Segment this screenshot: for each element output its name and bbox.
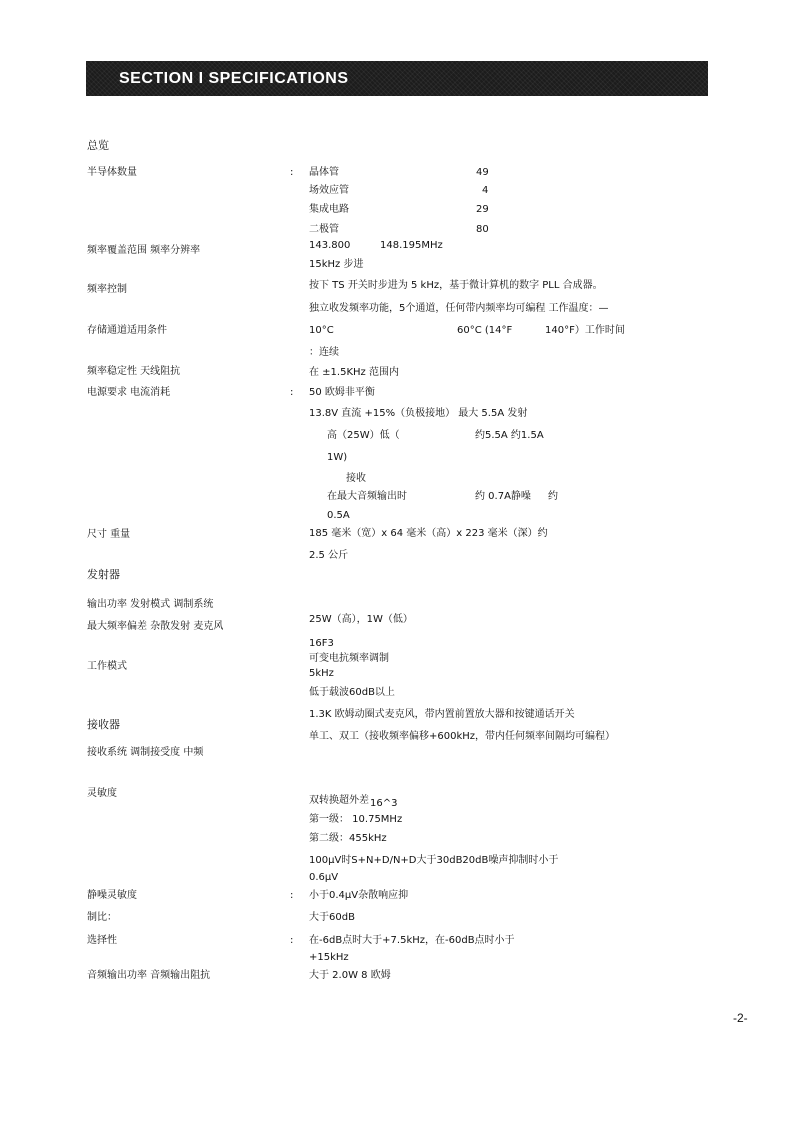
ratio-label: 制比： xyxy=(87,912,117,923)
freq-high: 148.195MHz xyxy=(380,240,443,251)
transistor-label: 晶体管 xyxy=(309,167,339,178)
if2-value: 第二级：455kHz xyxy=(309,833,387,844)
tx-current: 约5.5A 约1.5A xyxy=(475,430,544,441)
overview-heading: 总览 xyxy=(87,139,109,152)
antenna-value: 50 欧姆非平衡 xyxy=(309,387,375,398)
output-label: 输出功率 发射模式 调制系统 xyxy=(87,599,214,610)
audio-value: 大于 2.0W 8 欧姆 xyxy=(309,970,391,981)
ic-count: 29 xyxy=(476,204,489,215)
fet-label: 场效应管 xyxy=(309,185,349,196)
rx-squelch-current: 0.5A xyxy=(327,510,350,521)
deviation-value: 5kHz xyxy=(309,668,334,679)
squelch-label: 静噪灵敏度 xyxy=(87,890,137,901)
temp-f: 140°F）工作时间 xyxy=(545,325,625,336)
power-value: 25W（高），1W（低） xyxy=(309,614,413,625)
tx-1w: 1W) xyxy=(327,452,348,463)
diode-count: 80 xyxy=(476,224,489,235)
transistor-count: 49 xyxy=(476,167,489,178)
rx-label: 接收 xyxy=(346,473,366,484)
audio-label: 音频输出功率 音频输出阻抗 xyxy=(87,970,211,981)
colon: : xyxy=(290,935,294,946)
colon: : xyxy=(290,890,294,901)
tx-high-low: 高（25W）低（ xyxy=(327,430,400,441)
fet-count: 4 xyxy=(482,185,489,196)
dimensions-label: 尺寸 重量 xyxy=(87,529,131,540)
work-mode-label: 工作模式 xyxy=(87,661,127,672)
section-banner xyxy=(86,61,708,96)
freq-low: 143.800 xyxy=(309,240,351,251)
ic-label: 集成电路 xyxy=(309,204,349,215)
squelch-value: 小于0.4μV杂散响应抑 xyxy=(309,890,409,901)
receiver-heading: 接收器 xyxy=(87,718,120,731)
colon: : xyxy=(290,387,294,398)
section-title: SECTION I SPECIFICATIONS xyxy=(119,70,349,87)
selectivity-value-2: +15kHz xyxy=(309,952,349,963)
stability-label: 频率稳定性 天线阻抗 xyxy=(87,366,181,377)
rx-system-label: 接收系统 调制接受度 中频 xyxy=(87,747,204,758)
sensitivity-label: 灵敏度 xyxy=(87,788,117,799)
stability-value: 在 ±1.5KHz 范围内 xyxy=(309,367,399,378)
control-text-2: 独立收发频率功能，5个通道，任何带内频率均可编程 工作温度：— xyxy=(309,303,609,314)
temp-low: 10°C xyxy=(309,325,334,336)
mode-value: 16F3 xyxy=(309,638,334,649)
sensitivity-value: 100μV时S+N+D/N+D大于30dB20dB噪声抑制时小于 xyxy=(309,855,559,866)
rx-approx: 约 xyxy=(548,491,558,502)
selectivity-value: 在-6dB点时大于+7.5kHz，在-60dB点时小于 xyxy=(309,935,515,946)
weight-value: 2.5 公斤 xyxy=(309,550,349,561)
spurious-value: 低于载波60dB以上 xyxy=(309,687,395,698)
semiconductors-label: 半导体数量 xyxy=(87,167,137,178)
duplex-value: 单工、双工（接收频率偏移+600kHz，带内任何频率间隔均可编程） xyxy=(309,731,616,742)
storage-label: 存储通道适用条件 xyxy=(87,325,167,336)
control-label: 频率控制 xyxy=(87,284,127,295)
transmitter-heading: 发射器 xyxy=(87,568,120,581)
temp-high: 60°C (14°F xyxy=(457,325,513,336)
colon: : xyxy=(290,167,294,178)
selectivity-label: 选择性 xyxy=(87,935,117,946)
modulation-value: 可变电抗频率调制 xyxy=(309,653,389,664)
rx-current: 约 0.7A静噪 xyxy=(475,491,531,502)
rx-system-value: 双转换超外差 xyxy=(309,795,369,806)
if1-value: 第一级： 10.75MHz xyxy=(309,814,403,825)
freq-step: 15kHz 步进 xyxy=(309,259,364,270)
rx-max-audio: 在最大音频输出时 xyxy=(327,491,407,502)
mic-value: 1.3K 欧姆动圈式麦克风，带内置前置放大器和按键通话开关 xyxy=(309,709,575,720)
ratio-value: 大于60dB xyxy=(309,912,355,923)
deviation-label: 最大频率偏差 杂散发射 麦克风 xyxy=(87,621,224,632)
power-label: 电源要求 电流消耗 xyxy=(87,387,171,398)
rx-system-suffix: 16^3 xyxy=(370,798,398,809)
freq-label: 频率覆盖范围 频率分辨率 xyxy=(87,245,201,256)
supply-value: 13.8V 直流 +15%（负极接地） 最大 5.5A 发射 xyxy=(309,408,528,419)
page-number: -2- xyxy=(733,1011,748,1025)
duty-cycle: ：连续 xyxy=(309,347,339,358)
diode-label: 二极管 xyxy=(309,224,339,235)
control-text: 按下 TS 开关时步进为 5 kHz，基于微计算机的数字 PLL 合成器。 xyxy=(309,280,603,291)
sensitivity-value-2: 0.6μV xyxy=(309,872,339,883)
dimensions-value: 185 毫米（宽）x 64 毫米（高）x 223 毫米（深）约 xyxy=(309,528,548,539)
